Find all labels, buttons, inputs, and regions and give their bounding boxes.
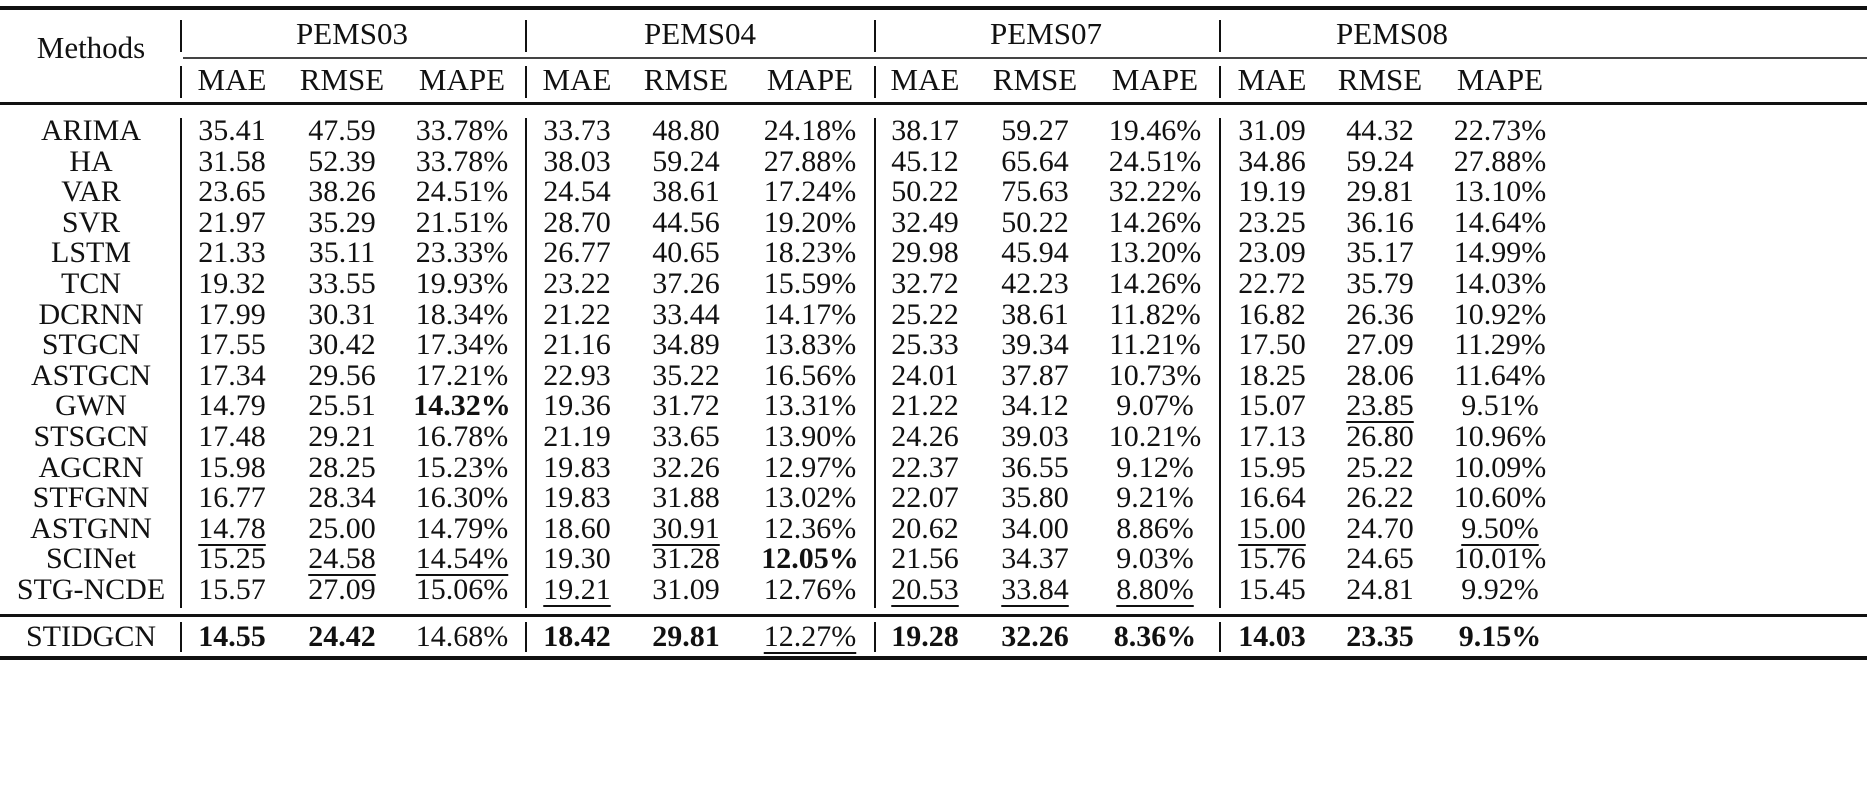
table-cell: 31.72	[652, 389, 720, 423]
table-cell: 10.96%	[1453, 420, 1547, 453]
method-name: STG-NCDE	[16, 573, 166, 606]
table-cell: 35.41	[198, 114, 266, 147]
table-cell-final: 14.68%	[415, 620, 509, 653]
table-cell: 24.54	[543, 175, 611, 209]
table-cell: 65.64	[1001, 144, 1069, 178]
table-cell: 27.09	[308, 573, 376, 606]
table-cell: 28.25	[308, 450, 376, 484]
final-separator	[1219, 622, 1221, 652]
table-cell: 18.60	[543, 511, 611, 545]
table-cell: 9.03%	[1116, 542, 1194, 576]
table-cell: 8.86%	[1116, 511, 1194, 545]
table-cell: 21.22	[543, 297, 611, 331]
table-cell: 17.34	[198, 358, 266, 392]
final-row-rule	[0, 614, 1867, 617]
table-cell: 34.37	[1001, 542, 1069, 576]
table-cell: 19.30	[543, 542, 611, 576]
table-cell-final: 12.27%	[763, 620, 857, 653]
table-cell: 33.78%	[415, 114, 509, 147]
table-cell-final: 32.26	[1001, 620, 1069, 653]
table-cell: 14.32%	[413, 389, 511, 423]
dataset-underline	[183, 57, 1867, 59]
header-separator	[874, 66, 876, 98]
metric-header: MAE	[890, 62, 960, 97]
table-cell: 22.07	[891, 481, 959, 515]
table-cell: 33.55	[308, 267, 376, 300]
table-cell: 21.16	[543, 328, 611, 362]
table-cell: 24.51%	[1108, 144, 1202, 178]
table-cell: 24.70	[1346, 511, 1414, 545]
table-cell-final: 24.42	[308, 620, 376, 653]
table-cell: 13.02%	[763, 481, 857, 515]
table-cell: 21.33	[198, 236, 266, 270]
table-cell: 22.72	[1238, 267, 1306, 300]
table-cell: 30.31	[308, 297, 376, 331]
table-cell: 28.34	[308, 481, 376, 515]
table-cell: 36.16	[1346, 205, 1414, 239]
table-cell: 17.13	[1238, 420, 1306, 453]
table-cell: 9.21%	[1116, 481, 1194, 515]
table-cell: 23.09	[1238, 236, 1306, 270]
table-cell: 32.22%	[1108, 175, 1202, 209]
table-cell: 11.21%	[1109, 328, 1201, 362]
method-name: GWN	[55, 389, 127, 423]
table-cell: 59.27	[1001, 114, 1069, 147]
table-cell: 31.09	[1238, 114, 1306, 147]
method-name: AGCRN	[38, 450, 144, 484]
table-cell: 10.21%	[1108, 420, 1202, 453]
table-cell: 19.36	[543, 389, 611, 423]
table-cell: 15.95	[1238, 450, 1306, 484]
table-cell: 10.92%	[1453, 297, 1547, 331]
metric-header: MAPE	[1456, 62, 1544, 97]
table-cell: 47.59	[308, 114, 376, 147]
table-cell: 35.79	[1346, 267, 1414, 300]
metric-header: MAPE	[766, 62, 854, 97]
table-cell: 22.93	[543, 358, 611, 392]
body-separator	[180, 118, 182, 608]
table-cell: 12.36%	[763, 511, 857, 545]
table-cell-final: 8.36%	[1113, 620, 1197, 653]
table-cell: 23.85	[1346, 389, 1414, 423]
table-cell: 34.86	[1238, 144, 1306, 178]
table-cell: 14.79	[198, 389, 266, 423]
header-separator	[525, 20, 527, 52]
table-cell: 18.25	[1238, 358, 1306, 392]
table-cell: 10.09%	[1453, 450, 1547, 484]
table-cell: 45.12	[891, 144, 959, 178]
method-name: SVR	[61, 205, 121, 239]
table-cell: 17.34%	[415, 328, 509, 362]
table-cell: 20.53	[891, 573, 959, 606]
table-cell: 29.98	[891, 236, 959, 270]
table-cell: 10.01%	[1453, 542, 1547, 576]
table-cell: 28.06	[1346, 358, 1414, 392]
table-cell: 32.49	[891, 205, 959, 239]
final-separator	[180, 622, 182, 652]
table-cell: 15.98	[198, 450, 266, 484]
metric-header: RMSE	[992, 62, 1078, 97]
header-separator	[180, 66, 182, 98]
table-cell: 29.56	[308, 358, 376, 392]
table-cell: 27.88%	[1453, 144, 1547, 178]
table-cell: 15.23%	[415, 450, 509, 484]
table-cell: 14.79%	[415, 511, 509, 545]
table-cell: 17.48	[198, 420, 266, 453]
method-name: SCINet	[46, 542, 136, 576]
table-cell: 37.26	[652, 267, 720, 300]
table-cell: 18.23%	[763, 236, 857, 270]
table-cell: 21.56	[891, 542, 959, 576]
method-name: LSTM	[50, 236, 132, 270]
final-separator	[874, 622, 876, 652]
table-cell: 17.99	[198, 297, 266, 331]
table-cell: 52.39	[308, 144, 376, 178]
table-cell: 13.83%	[763, 328, 857, 362]
table-cell: 35.80	[1001, 481, 1069, 515]
table-cell: 26.80	[1346, 420, 1414, 453]
table-cell: 34.00	[1001, 511, 1069, 545]
table-cell: 26.36	[1346, 297, 1414, 331]
table-cell: 17.21%	[415, 358, 509, 392]
table-cell: 34.89	[652, 328, 720, 362]
method-name: STSGCN	[33, 420, 149, 453]
table-cell: 44.56	[652, 205, 720, 239]
table-cell: 25.00	[308, 511, 376, 545]
table-cell: 14.78	[198, 511, 266, 545]
table-cell-final: 9.15%	[1458, 620, 1542, 653]
table-cell: 13.90%	[763, 420, 857, 453]
table-cell: 31.28	[652, 542, 720, 576]
method-name: DCRNN	[38, 297, 144, 331]
body-separator	[525, 118, 527, 608]
table-cell-final: 18.42	[543, 620, 611, 653]
table-cell-final: 14.55	[198, 620, 266, 653]
table-cell: 30.91	[652, 511, 720, 545]
table-cell: 22.37	[891, 450, 959, 484]
table-cell: 25.22	[891, 297, 959, 331]
table-cell: 35.29	[308, 205, 376, 239]
table-cell: 15.76	[1238, 542, 1306, 576]
table-cell: 18.34%	[415, 297, 509, 331]
metric-header: RMSE	[643, 62, 729, 97]
table-cell: 12.97%	[763, 450, 857, 484]
table-cell: 9.51%	[1461, 389, 1539, 423]
table-cell: 40.65	[652, 236, 720, 270]
table-cell: 14.17%	[763, 297, 857, 331]
table-cell: 31.09	[652, 573, 720, 606]
dataset-header: PEMS03	[296, 16, 408, 51]
table-cell: 19.83	[543, 481, 611, 515]
table-cell: 24.18%	[763, 114, 857, 147]
table-cell: 23.25	[1238, 205, 1306, 239]
table-cell: 42.23	[1001, 267, 1069, 300]
table-cell: 25.22	[1346, 450, 1414, 484]
table-cell: 75.63	[1001, 175, 1069, 209]
table-cell: 26.22	[1346, 481, 1414, 515]
table-cell: 29.21	[308, 420, 376, 453]
table-cell: 23.65	[198, 175, 266, 209]
table-cell: 33.78%	[415, 144, 509, 178]
table-cell: 13.20%	[1108, 236, 1202, 270]
table-cell: 15.00	[1238, 511, 1306, 545]
table-cell: 16.64	[1238, 481, 1306, 515]
table-cell: 35.22	[652, 358, 720, 392]
dataset-header: PEMS04	[644, 16, 756, 51]
methods-header: Methods	[36, 30, 146, 65]
table-cell: 8.80%	[1116, 573, 1194, 606]
table-cell: 19.46%	[1108, 114, 1202, 147]
table-cell: 19.21	[543, 573, 611, 606]
table-cell: 25.33	[891, 328, 959, 362]
metric-header: MAE	[542, 62, 612, 97]
table-cell: 15.59%	[763, 267, 857, 300]
table-cell: 15.06%	[415, 573, 509, 606]
table-cell: 38.61	[1001, 297, 1069, 331]
table-cell: 14.26%	[1108, 267, 1202, 300]
table-cell: 31.58	[198, 144, 266, 178]
table-cell: 29.81	[1346, 175, 1414, 209]
header-separator	[180, 20, 182, 52]
table-cell: 9.07%	[1116, 389, 1194, 423]
table-cell: 39.34	[1001, 328, 1069, 362]
table-cell: 33.73	[543, 114, 611, 147]
body-separator	[1219, 118, 1221, 608]
table-cell-final: 14.03	[1238, 620, 1306, 653]
method-name: ARIMA	[40, 114, 142, 147]
table-cell: 33.44	[652, 297, 720, 331]
table-cell: 44.32	[1346, 114, 1414, 147]
table-cell: 12.76%	[763, 573, 857, 606]
body-separator	[874, 118, 876, 608]
header-separator	[1219, 20, 1221, 52]
table-cell: 17.50	[1238, 328, 1306, 362]
table-cell: 24.01	[891, 358, 959, 392]
table-cell: 15.07	[1238, 389, 1306, 423]
table-cell: 23.22	[543, 267, 611, 300]
table-cell: 14.54%	[415, 542, 509, 576]
table-cell: 23.33%	[415, 236, 509, 270]
table-cell: 30.42	[308, 328, 376, 362]
table-cell: 22.73%	[1453, 114, 1547, 147]
header-separator	[874, 20, 876, 52]
table-cell: 24.65	[1346, 542, 1414, 576]
metric-header: RMSE	[1337, 62, 1423, 97]
table-cell: 12.05%	[761, 542, 859, 576]
table-cell: 15.45	[1238, 573, 1306, 606]
table-cell: 16.30%	[415, 481, 509, 515]
table-cell: 21.51%	[415, 205, 509, 239]
metric-header: RMSE	[299, 62, 385, 97]
table-cell: 27.09	[1346, 328, 1414, 362]
table-cell: 27.88%	[763, 144, 857, 178]
table-cell: 32.72	[891, 267, 959, 300]
table-cell: 21.97	[198, 205, 266, 239]
table-cell: 38.03	[543, 144, 611, 178]
table-cell: 24.51%	[415, 175, 509, 209]
table-cell-final: 29.81	[652, 620, 720, 653]
method-name: HA	[69, 144, 113, 178]
table-cell: 31.88	[652, 481, 720, 515]
table-cell: 13.10%	[1453, 175, 1547, 209]
table-cell: 59.24	[1346, 144, 1414, 178]
table-cell: 35.17	[1346, 236, 1414, 270]
table-cell: 14.64%	[1453, 205, 1547, 239]
table-cell: 36.55	[1001, 450, 1069, 484]
method-name: VAR	[61, 175, 121, 209]
table-cell: 28.70	[543, 205, 611, 239]
dataset-header: PEMS07	[990, 16, 1102, 51]
table-cell: 50.22	[1001, 205, 1069, 239]
table-cell: 59.24	[652, 144, 720, 178]
table-cell: 20.62	[891, 511, 959, 545]
table-cell: 32.26	[652, 450, 720, 484]
table-cell: 15.25	[198, 542, 266, 576]
table-cell: 14.99%	[1453, 236, 1547, 270]
table-cell: 24.58	[308, 542, 376, 576]
table-cell: 16.78%	[415, 420, 509, 453]
table-cell: 15.57	[198, 573, 266, 606]
table-cell: 16.82	[1238, 297, 1306, 331]
table-cell: 39.03	[1001, 420, 1069, 453]
table-cell: 17.24%	[763, 175, 857, 209]
table-cell: 26.77	[543, 236, 611, 270]
header-separator	[1219, 66, 1221, 98]
table-cell: 21.22	[891, 389, 959, 423]
table-cell: 19.20%	[763, 205, 857, 239]
method-name: STFGNN	[32, 481, 150, 515]
table-cell: 16.77	[198, 481, 266, 515]
table-cell: 19.32	[198, 267, 266, 300]
table-cell: 17.55	[198, 328, 266, 362]
table-cell: 50.22	[891, 175, 959, 209]
table-cell: 13.31%	[763, 389, 857, 423]
table-cell: 38.17	[891, 114, 959, 147]
metric-header: MAPE	[418, 62, 506, 97]
table-cell: 35.11	[308, 236, 376, 270]
table-cell: 11.82%	[1109, 297, 1201, 331]
method-name: ASTGCN	[30, 358, 152, 392]
method-name: ASTGNN	[30, 511, 152, 545]
table-cell: 9.12%	[1116, 450, 1194, 484]
method-name-final: STIDGCN	[25, 620, 157, 653]
header-separator	[525, 66, 527, 98]
table-cell: 19.93%	[415, 267, 509, 300]
final-separator	[525, 622, 527, 652]
method-name: TCN	[61, 267, 121, 300]
table-cell: 33.84	[1001, 573, 1069, 606]
table-cell: 45.94	[1001, 236, 1069, 270]
table-cell: 24.26	[891, 420, 959, 453]
method-name: STGCN	[41, 328, 141, 362]
table-cell: 38.61	[652, 175, 720, 209]
table-cell: 25.51	[308, 389, 376, 423]
bottom-rule	[0, 656, 1867, 660]
metric-header: MAE	[1237, 62, 1307, 97]
top-rule	[0, 6, 1867, 10]
table-cell: 37.87	[1001, 358, 1069, 392]
table-cell: 21.19	[543, 420, 611, 453]
table-cell: 11.29%	[1454, 328, 1546, 362]
table-cell: 10.73%	[1108, 358, 1202, 392]
table-cell: 34.12	[1001, 389, 1069, 423]
dataset-header: PEMS08	[1336, 16, 1448, 51]
table-cell: 10.60%	[1453, 481, 1547, 515]
table-cell: 14.26%	[1108, 205, 1202, 239]
table-cell-final: 19.28	[891, 620, 959, 653]
metric-header: MAPE	[1111, 62, 1199, 97]
table-cell: 24.81	[1346, 573, 1414, 606]
table-cell: 48.80	[652, 114, 720, 147]
table-cell: 38.26	[308, 175, 376, 209]
table-cell: 14.03%	[1453, 267, 1547, 300]
table-cell: 33.65	[652, 420, 720, 453]
table-cell: 19.83	[543, 450, 611, 484]
table-cell: 16.56%	[763, 358, 857, 392]
header-rule	[0, 102, 1867, 105]
table-cell: 19.19	[1238, 175, 1306, 209]
table-cell: 11.64%	[1454, 358, 1546, 392]
table-cell: 9.92%	[1461, 573, 1539, 606]
table-cell: 9.50%	[1461, 511, 1539, 545]
metric-header: MAE	[197, 62, 267, 97]
table-cell-final: 23.35	[1346, 620, 1414, 653]
